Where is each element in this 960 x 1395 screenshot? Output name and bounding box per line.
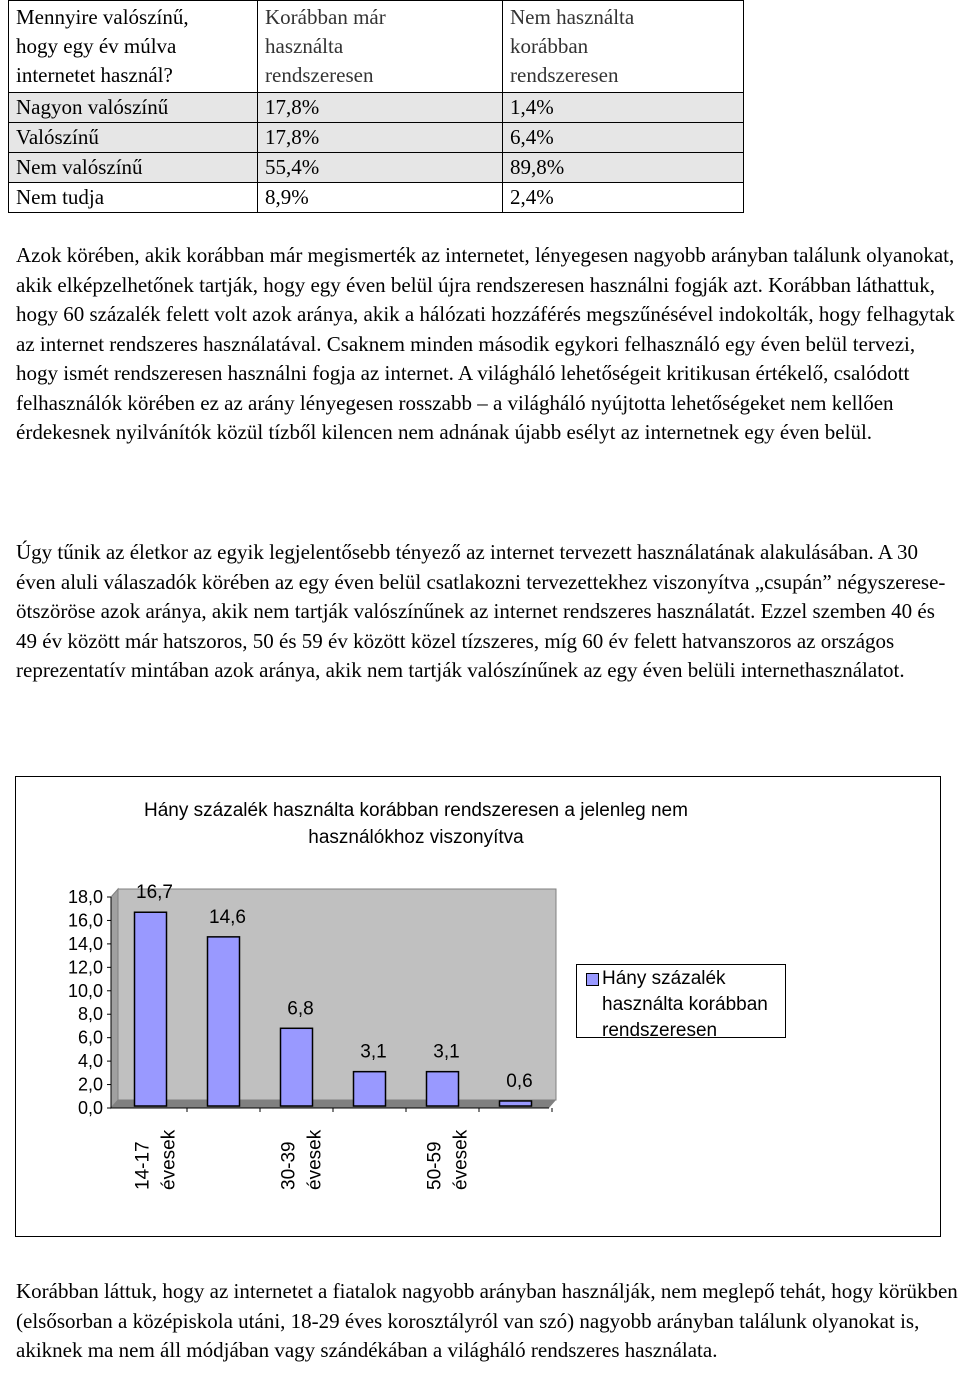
bar-data-label: 6,8	[287, 998, 314, 1020]
body-paragraph-2: Úgy tűnik az életkor az egyik legjelentősebb tényező az internet tervezett használatának alakulásában. A 30 éven aluli válaszadók körében az egy éven belül csatlakozni tervezettekhez viszonyítva „csupán” négyszerese-ötszöröse azok aránya, akik nem tartják valószínűnek az internet rendszeres használatát. Ezzel szemben 40 és 49 év között már hatszoros, 50 és 59 év között közel tízszeres, míg 60 év felett hatvanszoros az országos reprezentatív mintában azok aránya, akik nem tartják valószínűnek az egy éven belüli internethasználatot.	[16, 540, 946, 682]
legend-label-line: Hány százalék	[602, 968, 726, 989]
y-tick-label: 2,0	[77, 1074, 103, 1095]
bar	[135, 912, 167, 1106]
chart-legend	[576, 964, 786, 1041]
bar	[427, 1072, 459, 1106]
cell-prev-user: 55,4%	[258, 153, 503, 183]
table-header-cell	[9, 1, 258, 93]
cell-prev-user: 17,8%	[258, 123, 503, 153]
bar	[281, 1028, 313, 1106]
x-tick-label-line: 14-17	[132, 1141, 154, 1190]
bar-data-label: 3,1	[433, 1041, 460, 1063]
table-header-cell	[258, 1, 503, 93]
y-tick-label: 14,0	[67, 933, 103, 954]
table-row	[9, 153, 744, 183]
cell-never-user: 6,4%	[503, 123, 744, 153]
legend-swatch	[586, 973, 599, 986]
header-line: használta	[265, 34, 344, 58]
survey-table	[8, 0, 744, 213]
header-line: Korábban már	[265, 5, 386, 29]
x-tick-label	[133, 1129, 180, 1190]
chart-title: Hány százalék használta korábban rendszeresen a jelenleg nem használókhoz viszonyítva	[144, 800, 688, 848]
body-paragraph-3: Korábban láttuk, hogy az internetet a fiatalok nagyobb arányban használják, nem meglepő tehát, hogy körükben (elsősorban a középiskola utáni, 18-29 éves korosztályról van szó) nagyobb arányban találunk olyanokat is, akiknek ma nem áll módjában vagy szándékában a világháló rendszeres használata.	[16, 1279, 958, 1362]
x-tick-label-line: évesek	[304, 1129, 326, 1190]
legend-label-line: használta korábban	[602, 994, 768, 1015]
cell-never-user: 1,4%	[503, 93, 744, 123]
plot-floor	[111, 1100, 556, 1108]
bar-data-label: 0,6	[506, 1070, 533, 1092]
row-label: Nem valószínű	[9, 153, 258, 183]
header-line: rendszeresen	[510, 63, 619, 87]
x-tick-label-line: évesek	[158, 1129, 180, 1190]
y-tick-label: 4,0	[77, 1051, 103, 1072]
cell-prev-user: 8,9%	[258, 183, 503, 213]
y-tick-label: 0,0	[77, 1098, 103, 1118]
table-header-row	[9, 1, 744, 93]
header-line: korábban	[510, 34, 589, 58]
x-tick-label	[279, 1129, 326, 1190]
header-line: Nem használta	[510, 5, 635, 29]
y-tick-label: 6,0	[77, 1027, 103, 1048]
bar-data-label: 16,7	[136, 882, 173, 904]
bar-chart	[15, 776, 941, 1237]
row-label: Valószínű	[9, 123, 258, 153]
x-tick-label	[425, 1129, 472, 1190]
legend-label-line: rendszeresen	[602, 1020, 718, 1041]
plot-wall	[111, 889, 118, 1108]
bar	[208, 937, 240, 1106]
header-line: Mennyire valószínű,	[16, 5, 189, 29]
table-row	[9, 93, 744, 123]
plot-area	[118, 889, 556, 1100]
row-label: Nagyon valószínű	[9, 93, 258, 123]
y-tick-label: 16,0	[67, 910, 103, 931]
x-tick-label-line: 50-59	[424, 1141, 446, 1190]
body-paragraph-1: Azok körében, akik korábban már megismerték az internetet, lényegesen nagyobb arányban találunk olyanokat, akik elképzelhetőnek tartják, hogy egy éven belül újra rendszeresen használni fogják azt. Korábban láthattuk, hogy 60 százalék felett volt azok aránya, akik a hálózati hozzáférés megszűnésével indokolták, hogy felhagytak az internet rendszeres használatával. Csaknem minden második egykori felhasználó egy éven belül tervezi, hogy ismét rendszeresen használni fogja az internet. A világháló lehetőségeit kritikusan értékelő, csalódott felhasználók körében ez az arány lényegesen rosszabb – a világháló nyújtotta lehetőségeket nem kellően érdekesnek nyilvánítók közül tízből kilencen nem adnának újabb esélyt az internetnek egy éven belül.	[16, 243, 955, 444]
x-tick-label-line: 30-39	[278, 1141, 300, 1190]
table-header-cell	[503, 1, 744, 93]
y-tick-label: 12,0	[67, 957, 103, 978]
cell-never-user: 89,8%	[503, 153, 744, 183]
cell-prev-user: 17,8%	[258, 93, 503, 123]
header-line: rendszeresen	[265, 63, 374, 87]
row-label: Nem tudja	[9, 183, 258, 213]
table-row	[9, 123, 744, 153]
bar-data-label: 3,1	[360, 1041, 387, 1063]
y-tick-label: 10,0	[67, 980, 103, 1001]
header-line: internetet használ?	[16, 63, 173, 87]
y-tick-label: 18,0	[67, 887, 103, 907]
chart-plot	[16, 777, 942, 1238]
bar-data-label: 14,6	[209, 906, 246, 928]
bar	[354, 1072, 386, 1106]
cell-never-user: 2,4%	[503, 183, 744, 213]
bar	[500, 1101, 532, 1106]
y-tick-label: 8,0	[77, 1004, 103, 1025]
header-line: hogy egy év múlva	[16, 34, 177, 58]
table-row	[9, 183, 744, 213]
x-tick-label-line: évesek	[450, 1129, 472, 1190]
